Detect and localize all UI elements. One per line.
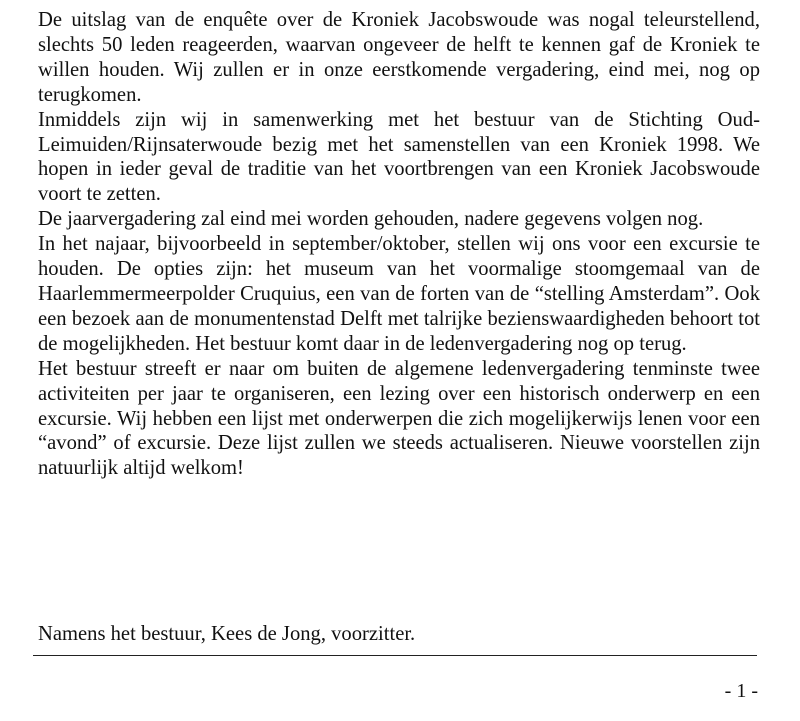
paragraph-kroniek-enquete: De uitslag van de enquête over de Kroniek Jacobswoude was nogal teleurstellend, slechts 50 leden reageerden, waarvan ongeveer de helft te kennen gaf de Kroniek te willen houden. Wij zullen er in onze eerstkomende vergadering, eind mei, nog op terugkomen. bbox=[38, 9, 760, 106]
page-number: - 1 - bbox=[724, 680, 758, 702]
paragraph-activiteiten: Het bestuur streeft er naar om buiten de algemene ledenvergadering tenminste twee activiteiten per jaar te organiseren, een lezing over een historisch onderwerp en een excursie. Wij hebben een lijst met onderwerpen die zich mogelijkerwijs lenen voor een “avond” of excursie. Deze lijst zullen we steeds actualiseren. Nieuwe voorstellen zijn natuurlijk altijd welkom! bbox=[38, 357, 760, 480]
body-text bbox=[38, 8, 760, 481]
paragraph-jaarvergadering: De jaarvergadering zal eind mei worden gehouden, nadere gegevens volgen nog. bbox=[38, 208, 704, 231]
signature-line: Namens het bestuur, Kees de Jong, voorzitter. bbox=[38, 623, 416, 645]
paragraph-excursie: In het najaar, bijvoorbeeld in september/oktober, stellen wij ons voor een excursie te houden. De opties zijn: het museum van het voormalige stoomgemaal van de Haarlemmermeerpolder Cruquius, een van de forten van de “stelling Amsterdam”. Ook een bezoek aan de monumentenstad Delft met talrijke bezienswaardigheden behoort tot de mogelijkheden. Het bestuur komt daar in de ledenvergadering nog op terug. bbox=[38, 233, 760, 355]
paragraph-kroniek-1998: Inmiddels zijn wij in samenwerking met het bestuur van de Stichting Oud-Leimuiden/Rijnsaterwoude bezig met het samenstellen van een Kroniek 1998. We hopen in ieder geval de traditie van het voortbrengen van een Kroniek Jacobswoude voort te zetten. bbox=[38, 108, 760, 206]
horizontal-divider bbox=[33, 655, 757, 656]
